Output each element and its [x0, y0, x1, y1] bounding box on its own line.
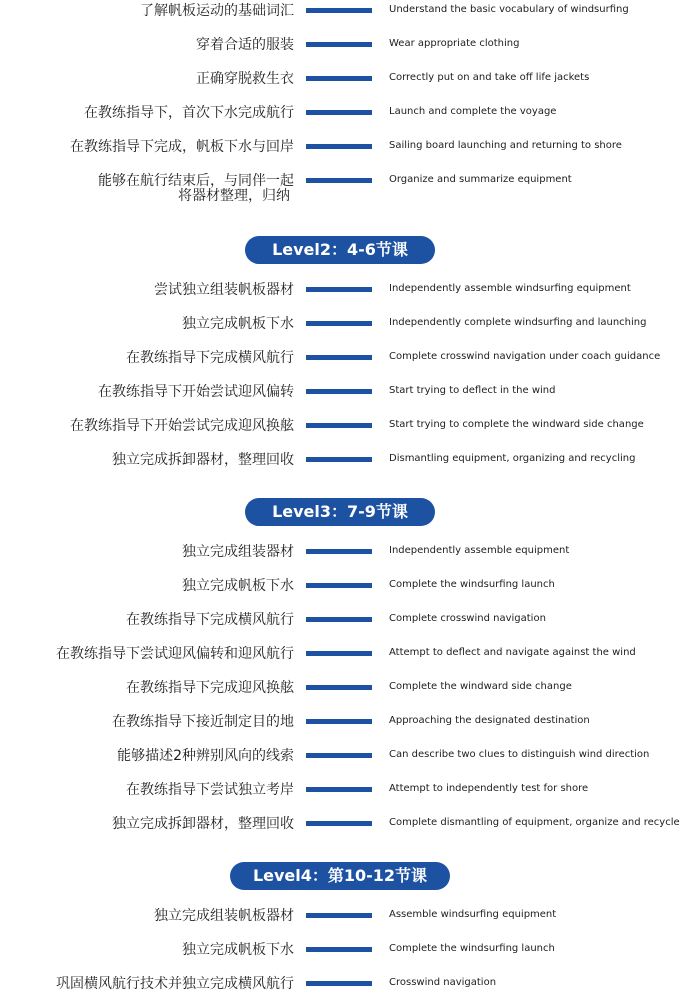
divider-bar: [306, 947, 372, 952]
divider-bar: [306, 617, 372, 622]
divider-bar: [306, 321, 372, 326]
divider-bar: [306, 389, 372, 394]
item-en: Independently complete windsurfing and launching: [389, 317, 647, 328]
item-en: Complete crosswind navigation: [389, 613, 546, 624]
item-zh: 能够描述2种辨别风向的线索: [117, 748, 294, 764]
item-zh: 独立完成拆卸器材，整理回收: [112, 816, 294, 832]
item-zh: 正确穿脱救生衣: [196, 71, 294, 87]
item-en: Start trying to deflect in the wind: [389, 385, 556, 396]
item-zh: 穿着合适的服装: [196, 37, 294, 53]
item-en: Launch and complete the voyage: [389, 106, 557, 117]
item-zh: 独立完成组装帆板器材: [154, 908, 294, 924]
item-zh: 了解帆板运动的基础词汇: [140, 3, 294, 19]
item-zh: 在教练指导下完成，帆板下水与回岸: [70, 139, 294, 155]
item-zh: 独立完成组装器材: [182, 544, 294, 560]
item-en: Start trying to complete the windward side change: [389, 419, 644, 430]
divider-bar: [306, 8, 372, 13]
divider-bar: [306, 787, 372, 792]
item-en: Sailing board launching and returning to shore: [389, 140, 622, 151]
item-zh: 独立完成帆板下水: [182, 316, 294, 332]
divider-bar: [306, 719, 372, 724]
divider-bar: [306, 178, 372, 183]
item-zh: 在教练指导下尝试独立考岸: [126, 782, 294, 798]
level2-header: Level2：4-6节课: [245, 236, 435, 264]
item-en: Attempt to independently test for shore: [389, 783, 589, 794]
item-zh: 独立完成拆卸器材，整理回收: [112, 452, 294, 468]
item-en: Attempt to deflect and navigate against the wind: [389, 647, 636, 658]
divider-bar: [306, 355, 372, 360]
divider-bar: [306, 423, 372, 428]
item-en: Correctly put on and take off life jackets: [389, 72, 590, 83]
item-zh: 能够在航行结束后，与同伴一起: [98, 173, 294, 189]
divider-bar: [306, 42, 372, 47]
item-en: Assemble windsurfing equipment: [389, 909, 557, 920]
item-zh: 在教练指导下尝试迎风偏转和迎风航行: [56, 646, 294, 662]
item-en: Complete the windward side change: [389, 681, 572, 692]
divider-bar: [306, 651, 372, 656]
item-en: Complete crosswind navigation under coach guidance: [389, 351, 661, 362]
item-en: Independently assemble equipment: [389, 545, 570, 556]
divider-bar: [306, 144, 372, 149]
level3-header: Level3：7-9节课: [245, 498, 435, 526]
item-zh: 在教练指导下，首次下水完成航行: [84, 105, 294, 121]
divider-bar: [306, 457, 372, 462]
divider-bar: [306, 913, 372, 918]
item-en: Can describe two clues to distinguish wind direction: [389, 749, 650, 760]
divider-bar: [306, 287, 372, 292]
divider-bar: [306, 685, 372, 690]
divider-bar: [306, 981, 372, 986]
divider-bar: [306, 549, 372, 554]
item-en: Complete the windsurfing launch: [389, 579, 555, 590]
item-en: Wear appropriate clothing: [389, 38, 520, 49]
item-en: Dismantling equipment, organizing and recycling: [389, 453, 636, 464]
item-zh: 独立完成帆板下水: [182, 578, 294, 594]
item-en: Complete dismantling of equipment, organize and recycle: [389, 817, 680, 828]
item-zh: 在教练指导下完成横风航行: [126, 612, 294, 628]
item-zh: 在教练指导下完成迎风换舷: [126, 680, 294, 696]
item-zh: 独立完成帆板下水: [182, 942, 294, 958]
item-zh: 在教练指导下完成横风航行: [126, 350, 294, 366]
divider-bar: [306, 583, 372, 588]
item-en: Approaching the designated destination: [389, 715, 590, 726]
level4-header: Level4：第10-12节课: [230, 862, 450, 890]
item-en: Organize and summarize equipment: [389, 174, 572, 185]
item-zh: 在教练指导下开始尝试完成迎风换舷: [70, 418, 294, 434]
divider-bar: [306, 753, 372, 758]
item-en: Independently assemble windsurfing equipment: [389, 283, 631, 294]
item-en: Crosswind navigation: [389, 977, 497, 988]
item-zh-line2: 将器材整理，归纳: [178, 188, 290, 204]
divider-bar: [306, 821, 372, 826]
item-zh: 巩固横风航行技术并独立完成横风航行: [56, 976, 294, 992]
item-en: Complete the windsurfing launch: [389, 943, 555, 954]
divider-bar: [306, 110, 372, 115]
item-zh: 在教练指导下接近制定目的地: [112, 714, 294, 730]
divider-bar: [306, 76, 372, 81]
item-zh: 在教练指导下开始尝试迎风偏转: [98, 384, 294, 400]
item-zh: 尝试独立组装帆板器材: [154, 282, 294, 298]
item-en: Understand the basic vocabulary of windsurfing: [389, 4, 629, 15]
